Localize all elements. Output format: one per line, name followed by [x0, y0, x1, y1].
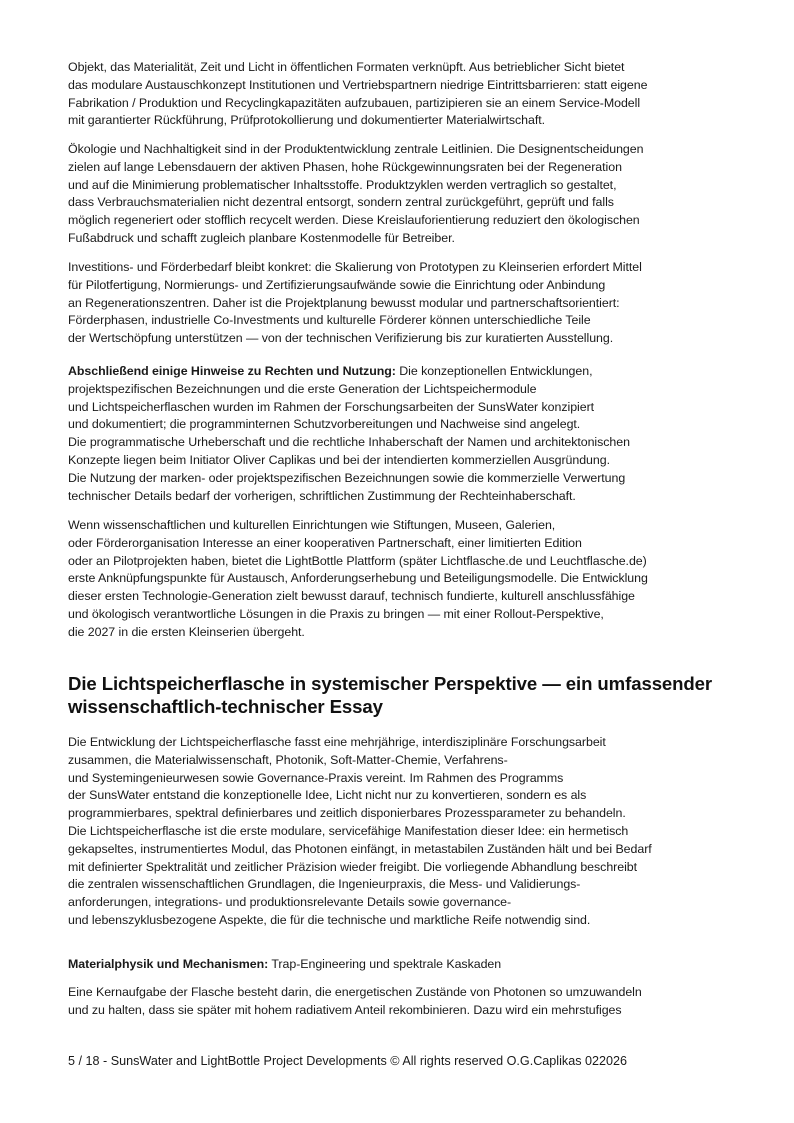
- text-line: Ökologie und Nachhaltigkeit sind in der Produktentwicklung zentrale Leitlinien. Die Designentscheidungen: [68, 142, 644, 156]
- text-line: Fabrikation / Produktion und Recyclingkapazitäten aufzubauen, partizipieren sie an einem Service-Modell: [68, 95, 641, 110]
- text-line: erste Anknüpfungspunkte für Austausch, Anforderungserhebung und Beteiligungsmodelle. Die Entwicklung: [68, 571, 648, 586]
- text-line: die 2027 in die ersten Kleinserien übergeht.: [68, 624, 305, 639]
- text-line: Fußabdruck und schafft zugleich planbare Kostenmodelle für Betreiber.: [68, 230, 455, 245]
- text-line: Konzepte liegen beim Initiator Oliver Caplikas und bei der intendierten kommerziellen Ausgründung.: [68, 452, 610, 467]
- text-line: für Pilotfertigung, Normierungs- und Zertifizierungsaufwände sowie die Einrichtung oder Anbindung: [68, 277, 606, 292]
- text-line: Eine Kernaufgabe der Flasche besteht darin, die energetischen Zustände von Photonen so umzuwandeln: [68, 985, 642, 999]
- text-line: möglich regeneriert oder stofflich recycelt werden. Diese Kreislauforientierung reduziert den ökologischen: [68, 213, 640, 228]
- heading-line: Die Lichtspeicherflasche in systemischer Perspektive — ein umfassender: [68, 673, 713, 694]
- text-line: und auf die Minimierung problematischer Inhaltsstoffe. Produktzyklen werden vertraglich so gestaltet,: [68, 177, 617, 192]
- text-line: mit definierter Spektralität und zeitlicher Präzision wieder freigibt. Die vorliegende Abhandlung beschreibt: [68, 859, 638, 874]
- subheading-title: Materialphysik und Mechanismen:: [68, 957, 269, 971]
- text-line: Wenn wissenschaftlichen und kulturellen Einrichtungen wie Stiftungen, Museen, Galerien,: [68, 518, 556, 532]
- text-line: anforderungen, integrations- und produktionsrelevante Details sowie governance-: [68, 895, 512, 910]
- paragraph-1: [68, 59, 748, 130]
- subheading: [68, 956, 748, 974]
- text-line: dieser ersten Technologie-Generation zielt bewusst darauf, technisch fundierte, kulturell anschlussfähige: [68, 589, 635, 604]
- paragraph-3: [68, 259, 748, 348]
- heading-line: wissenschaftlich-technischer Essay: [68, 696, 383, 717]
- text-line: Objekt, das Materialität, Zeit und Licht in öffentlichen Formaten verknüpft. Aus betrieblicher Sicht bietet: [68, 60, 625, 74]
- page-footer: 5 / 18 - SunsWater and LightBottle Project Developments © All rights reserved O.G.Caplikas 022026: [68, 1054, 628, 1068]
- text-line: zusammen, die Materialwissenschaft, Photonik, Soft-Matter-Chemie, Verfahrens-: [68, 752, 508, 767]
- text-line: und ökologisch verantwortliche Lösungen in die Praxis zu bringen — mit einer Rollout-Perspektive,: [68, 606, 604, 621]
- text-run: Die konzeptionellen Entwicklungen,: [395, 364, 593, 378]
- text-line: oder Förderorganisation Interesse an einer kooperativen Partnerschaft, einer limitierten Edition: [68, 535, 582, 550]
- text-line: und lebenszyklusbezogene Aspekte, die für die technische und marktliche Reife notwendig sind.: [68, 912, 591, 927]
- text-line: der SunsWater entstand die konzeptionelle Idee, Licht nicht nur zu konvertieren, sondern es als: [68, 788, 587, 803]
- section-heading: [68, 672, 748, 718]
- text-line: programmierbares, spektral definierbares und zeitlich disponierbares Prozessparameter zu behandeln.: [68, 806, 626, 821]
- text-line: mit garantierter Rückführung, Prüfprotokollierung und dokumentierter Materialwirtschaft.: [68, 113, 545, 128]
- text-line: Investitions- und Förderbedarf bleibt konkret: die Skalierung von Prototypen zu Kleinserien erfordert Mittel: [68, 260, 642, 274]
- text-line: die zentralen wissenschaftlichen Grundlagen, die Ingenieurpraxis, die Mess- und Validierungs-: [68, 877, 581, 892]
- text-line: und zu halten, dass sie später mit hohem radiativem Anteil rekombinieren. Dazu wird ein mehrstufiges: [68, 1002, 622, 1017]
- essay-paragraph-2: [68, 984, 748, 1020]
- text-line: oder an Pilotprojekten haben, bietet die LightBottle Plattform (später Lichtflasche.de und Leuchtflasche.de): [68, 553, 647, 568]
- text-line: Die Lichtspeicherflasche ist die erste modulare, servicefähige Manifestation dieser Idee: ein hermetisch: [68, 823, 629, 838]
- text-line: und dokumentiert; die programminternen Schutzvorbereitungen und Nachweise sind angelegt.: [68, 417, 581, 432]
- rights-notice: [68, 363, 748, 505]
- text-line: an Regenerationszentren. Daher ist die Projektplanung bewusst modular und partnerschaftsorientiert:: [68, 295, 620, 310]
- text-line: und Systemingenieurwesen sowie Governance-Praxis vereint. Im Rahmen des Programms: [68, 770, 564, 785]
- text-line: Die Entwicklung der Lichtspeicherflasche fasst eine mehrjährige, interdisziplinäre Forschungsarbeit: [68, 735, 606, 749]
- text-line: Förderphasen, industrielle Co-Investments und kulturelle Förderer können unterschiedliche Teile: [68, 313, 591, 328]
- text-line: zielen auf lange Lebensdauern der aktiven Phasen, hohe Rückgewinnungsraten bei der Regeneration: [68, 159, 622, 174]
- paragraph-5: [68, 517, 748, 642]
- text-line: projektspezifischen Bezeichnungen und die erste Generation der Lichtspeichermodule: [68, 381, 537, 396]
- text-line: [68, 956, 748, 974]
- paragraph-2: [68, 141, 748, 248]
- text-line: der Wertschöpfung unterstützen — von der technischen Verifizierung bis zur kuratierten Ausstellung.: [68, 331, 614, 346]
- text-line: Die programmatische Urheberschaft und die rechtliche Inhaberschaft der Namen und architektonischen: [68, 435, 630, 450]
- rights-notice-title: Abschließend einige Hinweise zu Rechten und Nutzung:: [68, 364, 396, 378]
- text-line: technischer Details bedarf der vorherigen, schriftlichen Zustimmung der Rechteinhaberschaft.: [68, 488, 576, 503]
- text-line: dass Verbrauchsmaterialien nicht dezentral entsorgt, sondern zentral zurückgeführt, geprüft und falls: [68, 195, 614, 210]
- essay-paragraph: [68, 734, 748, 930]
- text-line: Die Nutzung der marken- oder projektspezifischen Bezeichnungen sowie die kommerzielle Verwertung: [68, 470, 626, 485]
- text-line: das modulare Austauschkonzept Institutionen und Vertriebspartnern niedrige Eintrittsbarrieren: statt eigene: [68, 77, 648, 92]
- text-line: gekapseltes, instrumentiertes Modul, das Photonen einfängt, in metastabilen Zuständen hält und bei Bedarf: [68, 841, 652, 856]
- text-line: und Lichtspeicherflaschen wurden im Rahmen der Forschungsarbeiten der SunsWater konzipiert: [68, 399, 595, 414]
- text-line: [68, 363, 748, 381]
- text-run: Trap-Engineering und spektrale Kaskaden: [268, 957, 502, 971]
